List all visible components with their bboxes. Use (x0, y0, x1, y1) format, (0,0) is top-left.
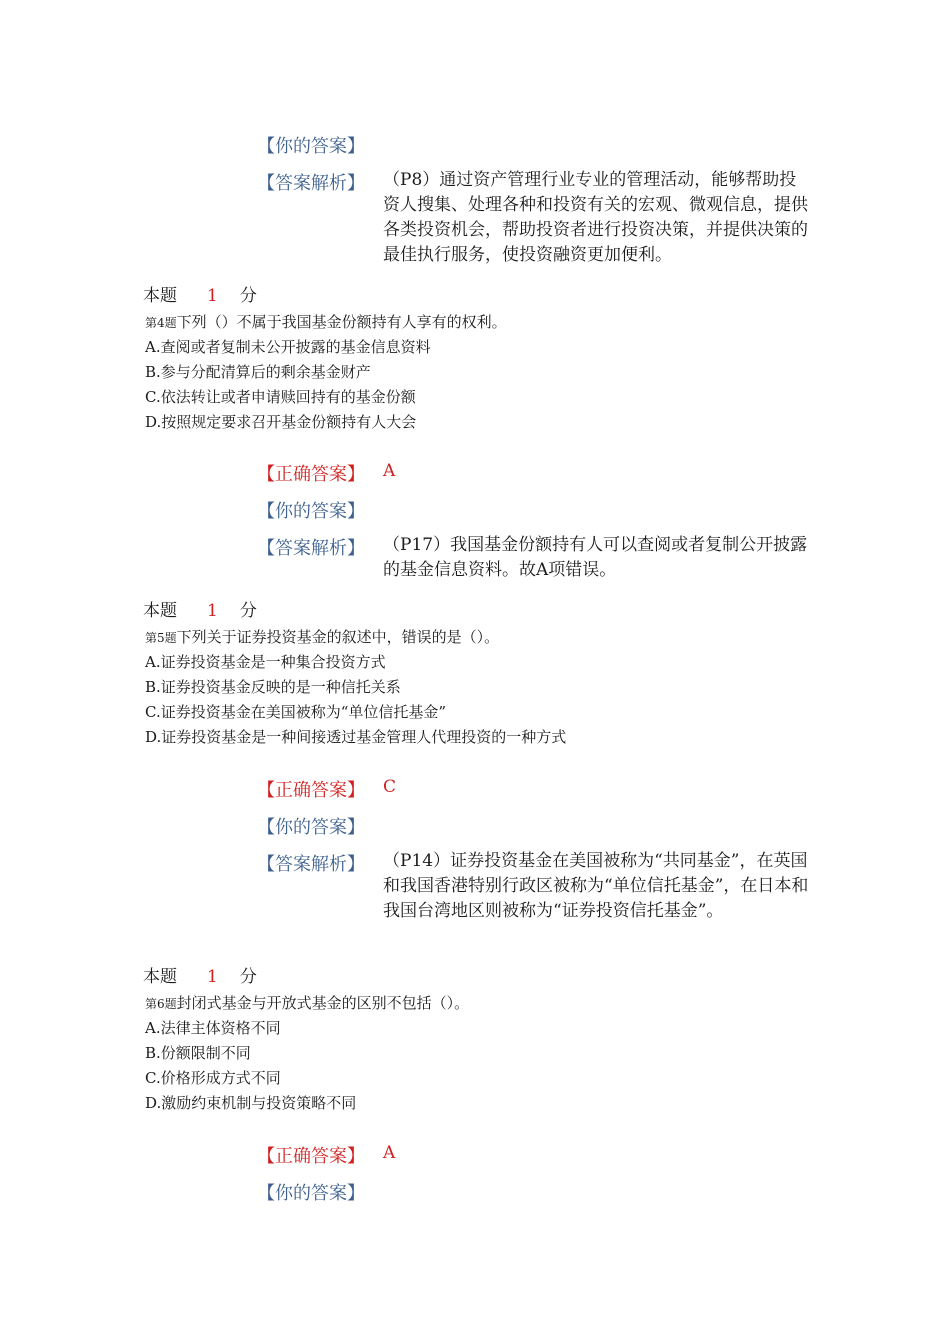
option-d: D.激励约束机制与投资策略不同 (145, 1094, 357, 1112)
your-answer-label: 【你的答案】 (257, 817, 365, 838)
question-number: 第4题 (145, 316, 177, 330)
correct-answer-value: C (383, 777, 397, 797)
option-c: C.价格形成方式不同 (145, 1069, 281, 1087)
option-a: A.查阅或者复制未公开披露的基金信息资料 (145, 338, 431, 356)
question-text: 第4题下列（）不属于我国基金份额持有人享有的权利。 (145, 313, 507, 331)
option-b: B.份额限制不同 (145, 1044, 251, 1062)
score-value: 1 (207, 286, 218, 306)
your-answer-label: 【你的答案】 (257, 1183, 365, 1204)
question-text: 第6题封闭式基金与开放式基金的区别不包括（）。 (145, 994, 470, 1012)
option-c: C.依法转让或者申请赎回持有的基金份额 (145, 388, 416, 406)
score-value: 1 (207, 601, 218, 621)
correct-answer-label: 【正确答案】 (257, 780, 365, 801)
question-number: 第6题 (145, 997, 177, 1011)
explanation-text: （P8）通过资产管理行业专业的管理活动，能够帮助投资人搜集、处理各种和投资有关的宏观、微观信息，提供各类投资机会，帮助投资者进行投资决策，并提供决策的最佳执行服务，使投资融资更加便利。 (383, 170, 808, 265)
option-a: A.证券投资基金是一种集合投资方式 (145, 653, 386, 671)
your-answer-label: 【你的答案】 (257, 136, 365, 157)
option-b: B.证券投资基金反映的是一种信托关系 (145, 678, 401, 696)
correct-answer-value: A (383, 1143, 396, 1163)
question-text: 第5题下列关于证券投资基金的叙述中，错误的是（）。 (145, 628, 500, 646)
explanation-label: 【答案解析】 (257, 538, 365, 559)
score-value: 1 (207, 967, 218, 987)
explanation-text: （P14）证券投资基金在美国被称为“共同基金”，在英国和我国香港特别行政区被称为“单位信托基金”，在日本和我国台湾地区则被称为“证券投资信托基金”。 (383, 851, 809, 921)
explanation-label: 【答案解析】 (257, 854, 365, 875)
score-line: 本题 1 分 (143, 967, 257, 987)
question-number: 第5题 (145, 631, 177, 645)
explanation-label: 【答案解析】 (257, 173, 365, 194)
option-c: C.证券投资基金在美国被称为“单位信托基金” (145, 703, 447, 721)
your-answer-label: 【你的答案】 (257, 501, 365, 522)
correct-answer-value: A (383, 461, 396, 481)
option-d: D.按照规定要求召开基金份额持有人大会 (145, 413, 417, 431)
option-d: D.证券投资基金是一种间接透过基金管理人代理投资的一种方式 (145, 728, 567, 746)
correct-answer-label: 【正确答案】 (257, 1146, 365, 1167)
explanation-text: （P17）我国基金份额持有人可以查阅或者复制公开披露的基金信息资料。故A项错误。 (383, 535, 808, 580)
option-a: A.法律主体资格不同 (145, 1019, 281, 1037)
correct-answer-label: 【正确答案】 (257, 464, 365, 485)
score-line: 本题 1 分 (143, 601, 257, 621)
option-b: B.参与分配清算后的剩余基金财产 (145, 363, 371, 381)
score-line: 本题 1 分 (143, 286, 257, 306)
